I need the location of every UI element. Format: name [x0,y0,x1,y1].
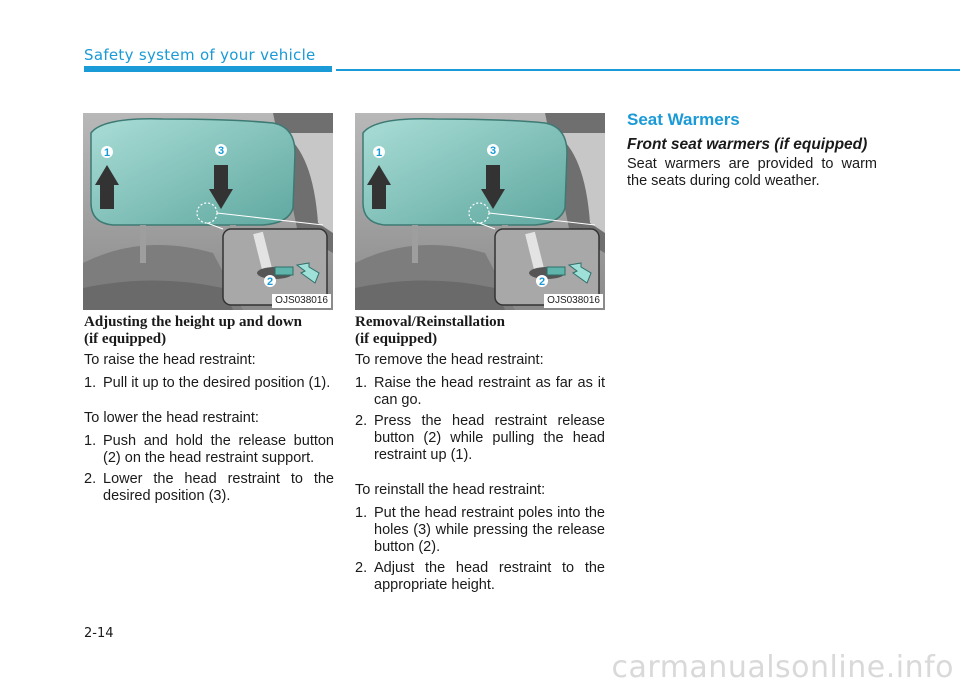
step-text: Raise the head restraint as far as it can go. [374,375,605,408]
svg-text:2: 2 [266,276,274,288]
step-text: Lower the head restraint to the desired position (3). [103,471,334,504]
step-text: Adjust the head restraint to the appropriate height. [374,560,605,593]
header-rule-thin [336,69,960,71]
figure-code: OJS038016 [544,294,603,308]
step-text: Press the head restraint release button (2) while pulling the head restraint up (1). [374,413,605,463]
lower-steps [84,433,334,505]
svg-text:3: 3 [217,145,225,157]
heading-line: (if equipped) [355,331,438,347]
lower-intro: To lower the head restraint: [84,410,259,426]
raise-steps [84,375,334,392]
watermark: carmanualsonline.info [611,650,954,685]
svg-text:3: 3 [489,145,497,157]
list-item [355,413,605,464]
seat-warmers-body: Seat warmers are provided to warm the seats during cold weather. [627,156,877,189]
seat-warmers-subtitle: Front seat warmers (if equipped) [627,136,868,153]
heading-line: Removal/Reinstallation [355,314,505,330]
section-heading [355,314,605,348]
seat-warmers-title: Seat Warmers [627,110,740,129]
head-restraint-illustration [355,113,605,310]
list-item [355,560,605,594]
step-text: Pull it up to the desired position (1). [103,375,331,391]
list-item [355,375,605,409]
removal-section [355,314,605,600]
reinstall-steps [355,505,605,594]
section-heading [84,314,334,348]
reinstall-intro: To reinstall the head restraint: [355,482,546,498]
list-item [84,375,334,392]
raise-intro: To raise the head restraint: [84,352,256,368]
step-number: 2. [355,560,368,576]
heading-line: (if equipped) [84,331,167,347]
step-number: 1. [355,505,368,521]
list-item [84,433,334,467]
remove-steps [355,375,605,464]
header-rule-thick [84,66,332,72]
svg-text:2: 2 [538,276,546,288]
step-text: Push and hold the release button (2) on the head restraint support. [103,433,334,466]
section-title: Safety system of your vehicle [84,46,316,64]
figure-adjust-height [83,113,333,310]
head-restraint-illustration [83,113,333,310]
step-number: 2. [355,413,368,429]
page-number: 2-14 [84,626,114,641]
list-item [355,505,605,556]
step-number: 1. [355,375,368,391]
svg-text:1: 1 [103,147,111,159]
figure-code: OJS038016 [272,294,331,308]
heading-line: Adjusting the height up and down [84,314,302,330]
svg-text:1: 1 [375,147,383,159]
step-number: 2. [84,471,97,487]
list-item [84,471,334,505]
step-text: Put the head restraint poles into the holes (3) while pressing the release button (2). [374,505,605,555]
adjust-height-section [84,314,334,511]
step-number: 1. [84,375,97,391]
figure-removal [355,113,605,310]
remove-intro: To remove the head restraint: [355,352,544,368]
step-number: 1. [84,433,97,449]
